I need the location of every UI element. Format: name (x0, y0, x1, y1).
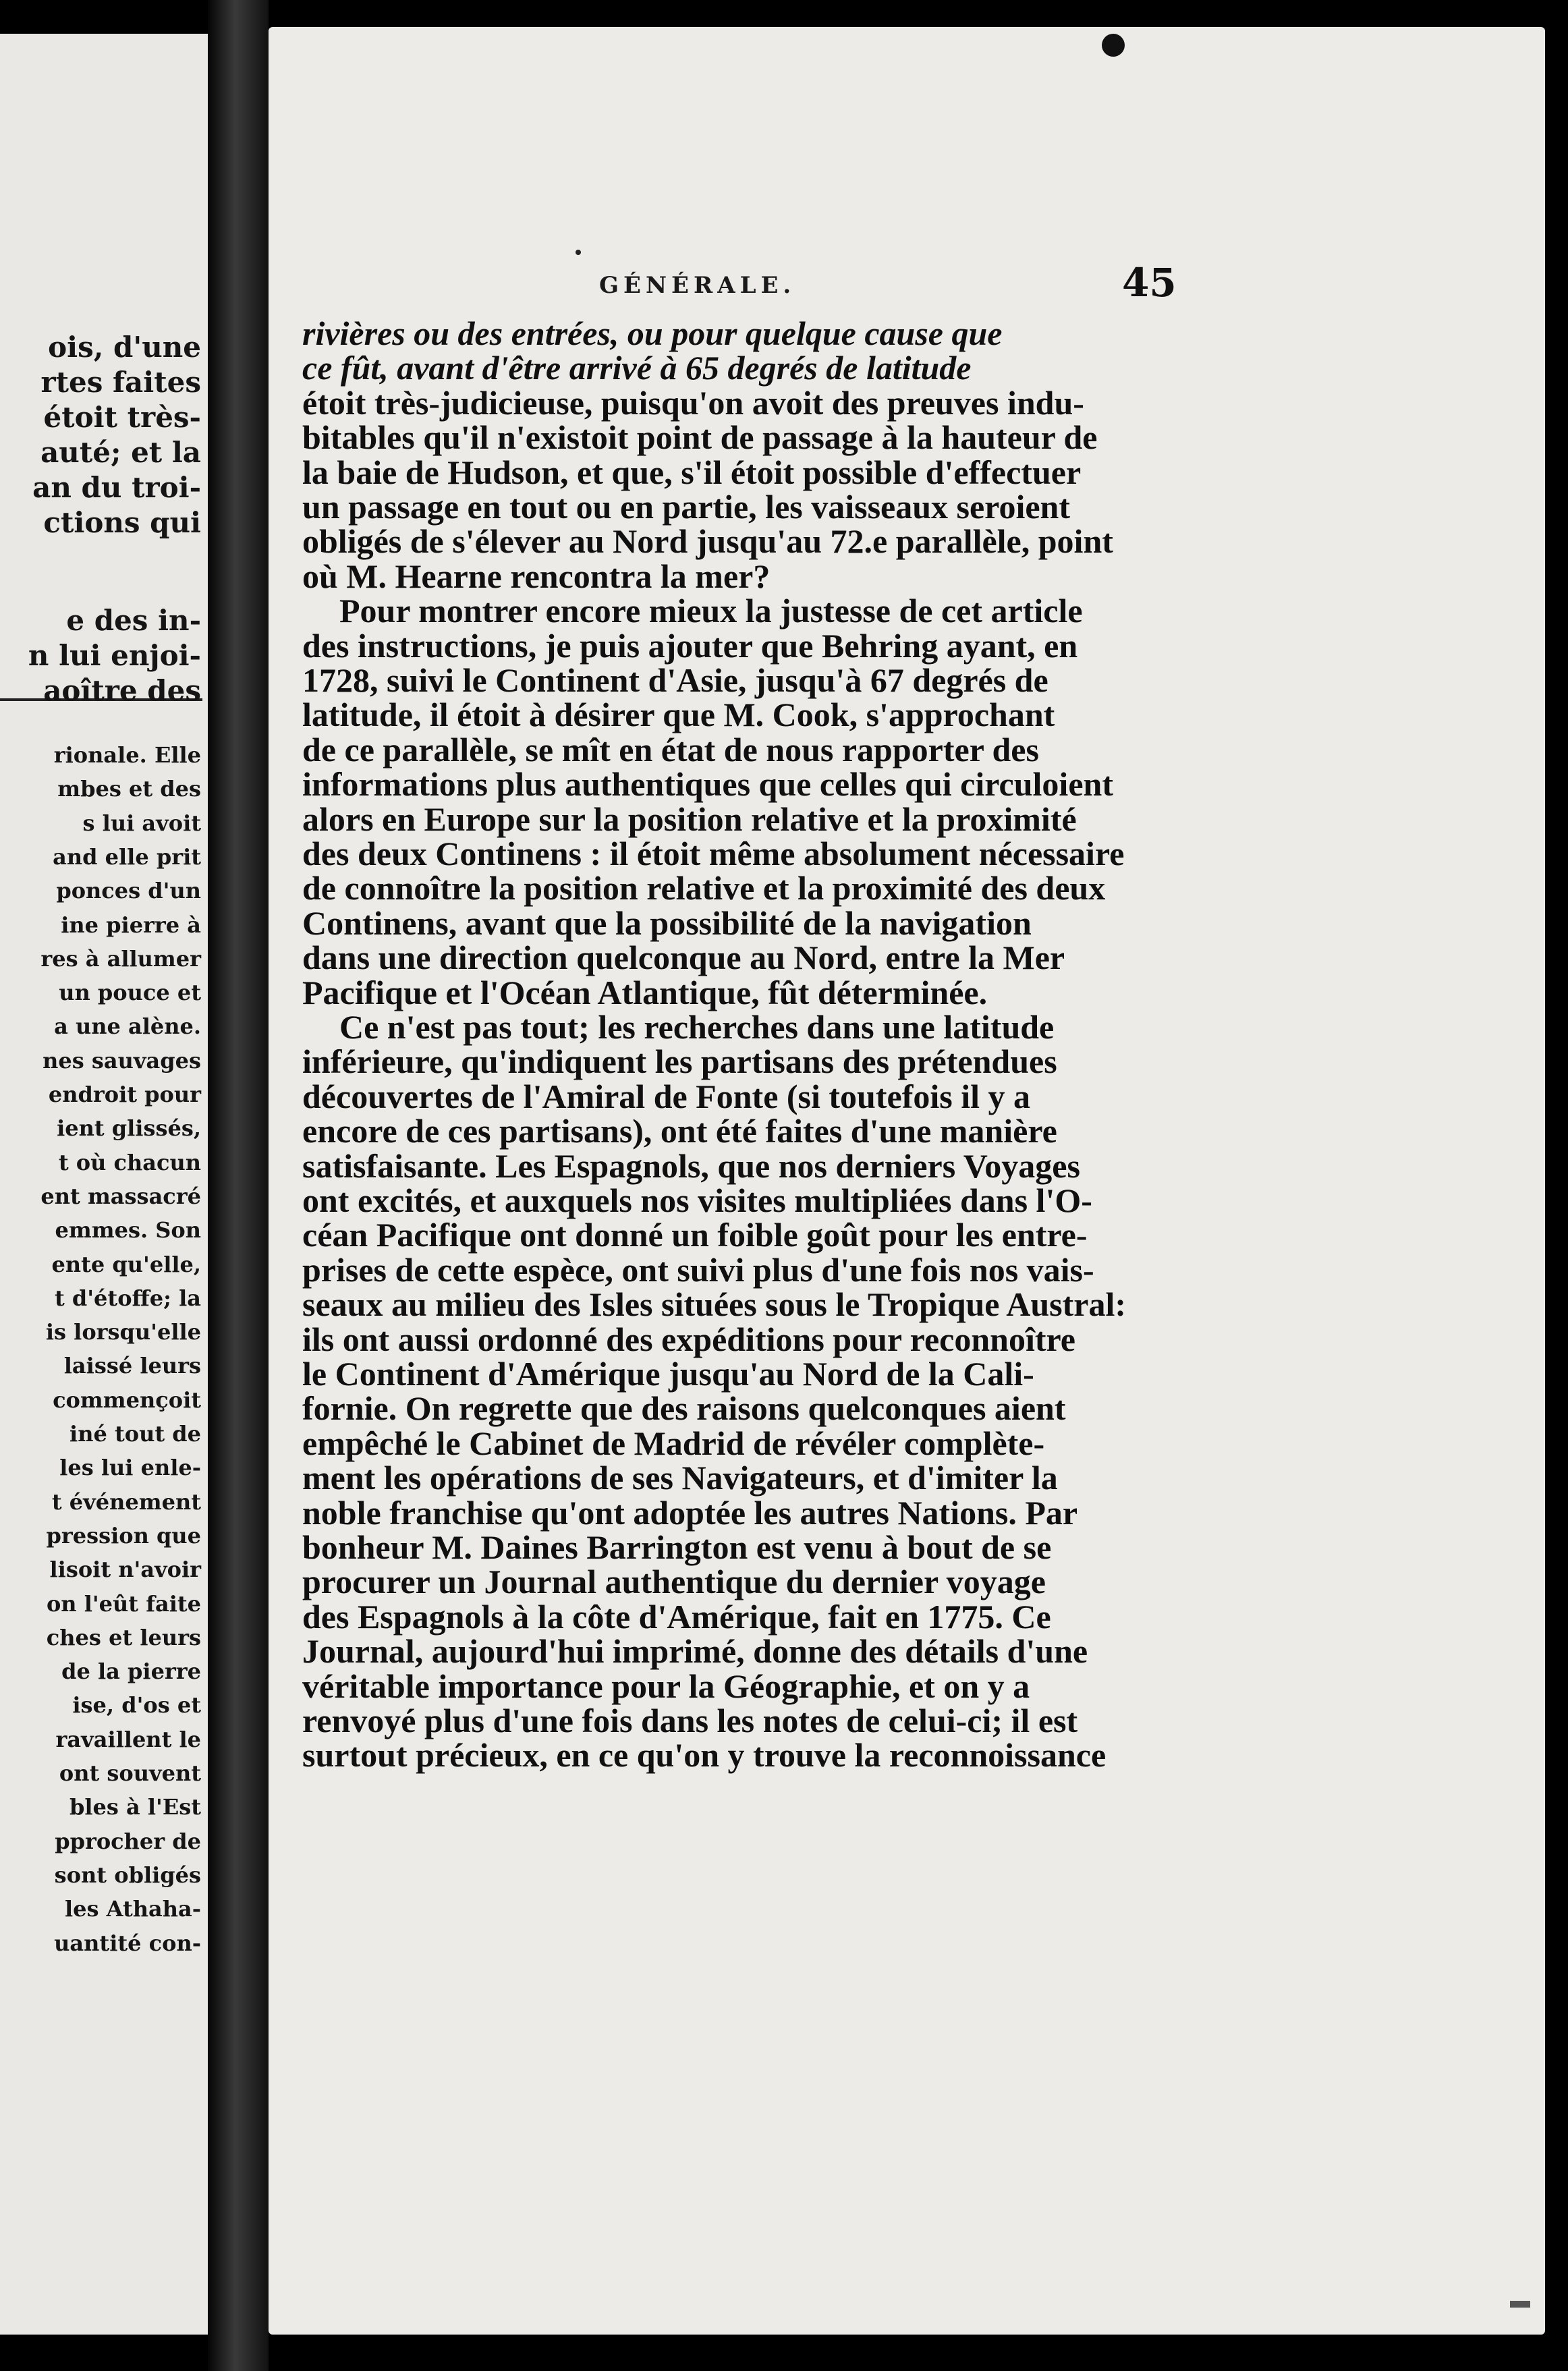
page-header (269, 260, 1545, 320)
text-line: Pacifique et l'Océan Atlantique, fût déterminée. (302, 973, 988, 1011)
left-page-line: auté; et la (40, 436, 201, 469)
text-line: seaux au milieu des Isles situées sous le Tropique Austral: (302, 1285, 1126, 1324)
text-line: informations plus authentiques que celles qui circuloient (302, 765, 1113, 804)
text-line: des Espagnols à la côte d'Amérique, fait en 1775. Ce (302, 1597, 1051, 1636)
left-page-line: on l'eût faite (46, 1590, 201, 1617)
left-page-line: ponces d'un (56, 878, 201, 904)
left-page-line: t d'étoffe; la (54, 1285, 201, 1311)
text-line: ont excités, et auxquels nos visites multipliées dans l'O- (302, 1181, 1092, 1219)
left-page-line: étoit très- (43, 401, 201, 434)
page-number: 45 (1122, 260, 1177, 306)
text-line: bitables qu'il n'existoit point de passage à la hauteur de (302, 418, 1098, 457)
left-page-line: ont souvent (59, 1760, 201, 1786)
text-line: latitude, il étoit à désirer que M. Cook, s'approchant (302, 696, 1055, 734)
left-page-line: les lui enle- (59, 1455, 201, 1481)
text-line: céan Pacifique ont donné un foible goût pour les entre- (302, 1216, 1088, 1254)
text-line: la baie de Hudson, et que, s'il étoit possible d'effectuer (302, 453, 1082, 491)
left-page-line: ctions qui (43, 506, 201, 539)
left-page-line: n lui enjoi- (28, 639, 201, 672)
left-page-line: ravaillent le (55, 1726, 201, 1752)
left-page-line: ine pierre à (61, 912, 201, 938)
ink-dot (576, 250, 581, 255)
text-line: renvoyé plus d'une fois dans les notes de celui-ci; il est (302, 1702, 1078, 1739)
left-page-line: and elle prit (53, 843, 201, 870)
text-line: Journal, aujourd'hui imprimé, donne des détails d'une (302, 1632, 1088, 1671)
left-page-line: res à allumer (40, 945, 201, 972)
text-line: de ce parallèle, se mît en état de nous rapporter des (302, 730, 1039, 769)
text-line: ils ont aussi ordonné des expéditions pour reconnoître (302, 1320, 1075, 1358)
text-line: prises de cette espèce, ont suivi plus d'une fois nos vais- (302, 1250, 1094, 1289)
left-page-line: pprocher de (55, 1828, 201, 1854)
left-page-line: ent massacré (40, 1183, 201, 1209)
text-line: rivières ou des entrées, ou pour quelque cause que (302, 314, 1003, 352)
right-page (269, 27, 1545, 2335)
text-line: empêché le Cabinet de Madrid de révéler complète- (302, 1424, 1045, 1462)
text-line: Pour montrer encore mieux la justesse de cet article (339, 592, 1083, 630)
left-page-line: s lui avoit (82, 810, 201, 836)
ink-blot (1102, 34, 1125, 57)
left-page-line: laissé leurs (63, 1353, 201, 1379)
left-page-line: pression que (46, 1522, 201, 1549)
text-line: alors en Europe sur la position relative et la proximité (302, 800, 1077, 838)
left-page-line: aoître des (43, 674, 201, 707)
left-page-line: a une alène. (54, 1013, 201, 1040)
left-page-line: iné tout de (69, 1421, 201, 1447)
left-page-line: is lorsqu'elle (45, 1319, 201, 1345)
text-line: satisfaisante. Les Espagnols, que nos derniers Voyages (302, 1146, 1080, 1185)
text-line: étoit très-judicieuse, puisqu'on avoit des preuves indu- (302, 383, 1084, 422)
left-page-line: rtes faites (40, 366, 201, 399)
left-page-line: ient glissés, (57, 1115, 201, 1142)
text-line: encore de ces partisans), ont été faites d'une manière (302, 1112, 1057, 1150)
corner-mark (1510, 2301, 1530, 2308)
left-page-line: ise, d'os et (72, 1692, 201, 1719)
text-line: procurer un Journal authentique du dernier voyage (302, 1563, 1046, 1601)
left-page-fragment (0, 34, 208, 2335)
text-line: fornie. On regrette que des raisons quelconques aient (302, 1389, 1066, 1428)
left-page-line: bles à l'Est (69, 1794, 201, 1820)
left-page-line: lisoit n'avoir (49, 1557, 201, 1583)
text-line: 1728, suivi le Continent d'Asie, jusqu'à 67 degrés de (302, 661, 1048, 699)
text-line: ment les opérations de ses Navigateurs, et d'imiter la (302, 1459, 1058, 1497)
text-line: le Continent d'Amérique jusqu'au Nord de la Cali- (302, 1355, 1034, 1393)
left-page-line: rionale. Elle (53, 742, 201, 768)
text-line: un passage en tout ou en partie, les vaisseaux seroient (302, 488, 1071, 526)
text-line: noble franchise qu'ont adoptée les autres Nations. Par (302, 1493, 1078, 1532)
left-page-line: uantité con- (54, 1930, 201, 1956)
text-line: où M. Hearne rencontra la mer? (302, 557, 771, 595)
left-page-line: e des in- (66, 604, 201, 637)
book-gutter-shadow (208, 0, 269, 2371)
left-page-line: endroit pour (48, 1082, 201, 1107)
left-page-line: t événement (51, 1488, 201, 1515)
text-line: surtout précieux, en ce qu'on y trouve la reconnoissance (302, 1736, 1107, 1775)
left-page-line: ois, d'une (48, 331, 201, 364)
left-page-line: an du troi- (32, 471, 201, 504)
text-line: Ce n'est pas tout; les recherches dans une latitude (339, 1008, 1055, 1046)
text-line: ce fût, avant d'être arrivé à 65 degrés de latitude (302, 349, 972, 387)
left-page-line: nes sauvages (43, 1047, 201, 1073)
text-line: découvertes de l'Amiral de Fonte (si toutefois il y a (302, 1077, 1030, 1115)
text-line: dans une direction quelconque au Nord, entre la Mer (302, 939, 1065, 977)
running-head: GÉNÉRALE. (599, 272, 796, 299)
left-page-line: ente qu'elle, (51, 1251, 201, 1277)
text-line: véritable importance pour la Géographie, et on y a (302, 1667, 1030, 1705)
left-page-line: ches et leurs (46, 1624, 201, 1650)
left-page-line: mbes et des (57, 776, 201, 802)
text-line: des instructions, je puis ajouter que Behring ayant, en (302, 626, 1078, 665)
text-line: de connoître la position relative et la proximité des deux (302, 869, 1106, 908)
left-page-line: un pouce et (59, 980, 201, 1006)
left-page-line: commençoit (53, 1387, 201, 1413)
text-line: des deux Continens : il étoit même absolument nécessaire (302, 835, 1125, 872)
left-page-line: de la pierre (61, 1658, 201, 1685)
left-page-line: emmes. Son (55, 1217, 201, 1244)
text-line: inférieure, qu'indiquent les partisans des prétendues (302, 1042, 1057, 1081)
left-page-line: t où chacun (58, 1149, 201, 1175)
left-page-line: les Athaha- (65, 1896, 201, 1922)
text-line: obligés de s'élever au Nord jusqu'au 72.e parallèle, point (302, 522, 1113, 561)
left-page-line: sont obligés (54, 1862, 201, 1888)
text-line: Continens, avant que la possibilité de la navigation (302, 903, 1032, 942)
text-line: bonheur M. Daines Barrington est venu à bout de se (302, 1528, 1052, 1566)
